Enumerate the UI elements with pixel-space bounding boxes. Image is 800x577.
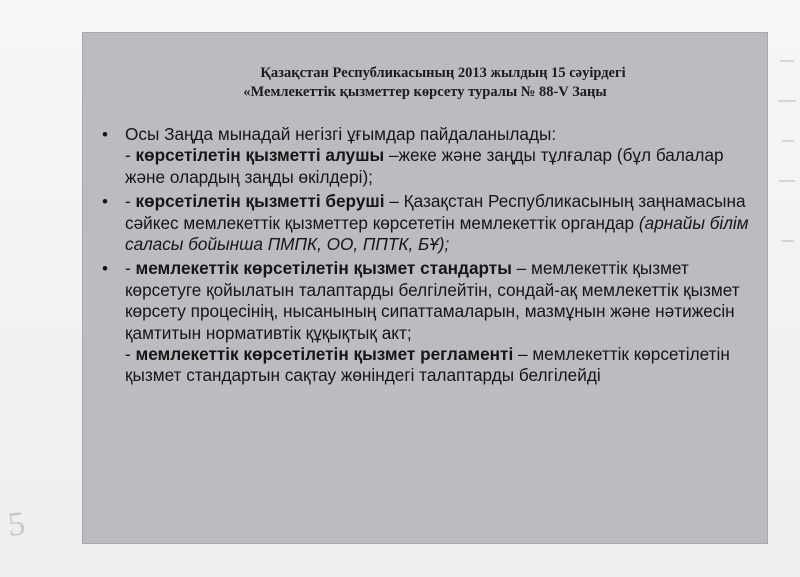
bullet-item-1 bbox=[94, 124, 758, 188]
bullet-3-term-2: мемлекеттік көрсетілетін қызмет регламенті bbox=[135, 344, 514, 365]
page-number: 5 bbox=[6, 505, 27, 544]
bullet-1-dash: - bbox=[125, 145, 136, 166]
bullet-3-dash: - bbox=[125, 258, 136, 279]
bullet-3-text: – мемлекеттік қызмет көрсетуге қойылатын талаптарды белгілейтін, сондай-ақ мемлекеттік қызмет көрсету процесінің, нысанының сипаттамаларын, мазмұнын және нәтижесін қамтитын нормативтік құқықтық акт; bbox=[125, 258, 740, 343]
bullet-1-text: –жеке және заңды тұлғалар (бұл балалар және олардың заңды өкілдері); bbox=[125, 145, 724, 187]
bullet-2-text: – Қазақстан Республикасының заңнамасына сәйкес мемлекеттік қызметтер көрсететін мемлекеттік органдар bbox=[125, 191, 746, 233]
bullet-list bbox=[94, 124, 758, 390]
slide bbox=[82, 32, 768, 544]
bullet-3-term: мемлекеттік көрсетілетін қызмет стандарты bbox=[135, 258, 512, 279]
slide-title bbox=[82, 64, 768, 102]
bullet-1-term: көрсетілетін қызметті алушы bbox=[135, 145, 385, 166]
margin-marks bbox=[776, 40, 800, 340]
bullet-2-term: көрсетілетін қызметті беруші bbox=[135, 191, 385, 212]
title-line-1: Қазақстан Республикасының 2013 жылдың 15 сәуірдегі bbox=[260, 65, 626, 81]
bullet-3-text-2: – мемлекеттік көрсетілетін қызмет стандартын сақтау жөніндегі талаптарды белгілейді bbox=[125, 344, 730, 386]
bullet-item-3 bbox=[94, 258, 758, 386]
bullet-3-dash-2: - bbox=[125, 344, 136, 365]
bullet-dot-icon: • bbox=[102, 259, 108, 279]
bullet-2-dash: - bbox=[125, 191, 136, 212]
bullet-1-intro: Осы Заңда мынадай негізгі ұғымдар пайдаланылады: bbox=[125, 124, 557, 144]
bullet-dot-icon: • bbox=[102, 125, 108, 144]
bullet-item-2 bbox=[94, 191, 758, 255]
title-line-2: «Мемлекеттік қызметтер көрсету туралы № 88-V Заңы bbox=[243, 84, 607, 100]
bullet-dot-icon: • bbox=[102, 192, 108, 212]
bullet-2-italic: (арнайы білім саласы бойынша ПМПК, ОО, ППТК, БҰ); bbox=[125, 212, 749, 255]
bleed-through-text: ​ bbox=[250, 6, 251, 20]
